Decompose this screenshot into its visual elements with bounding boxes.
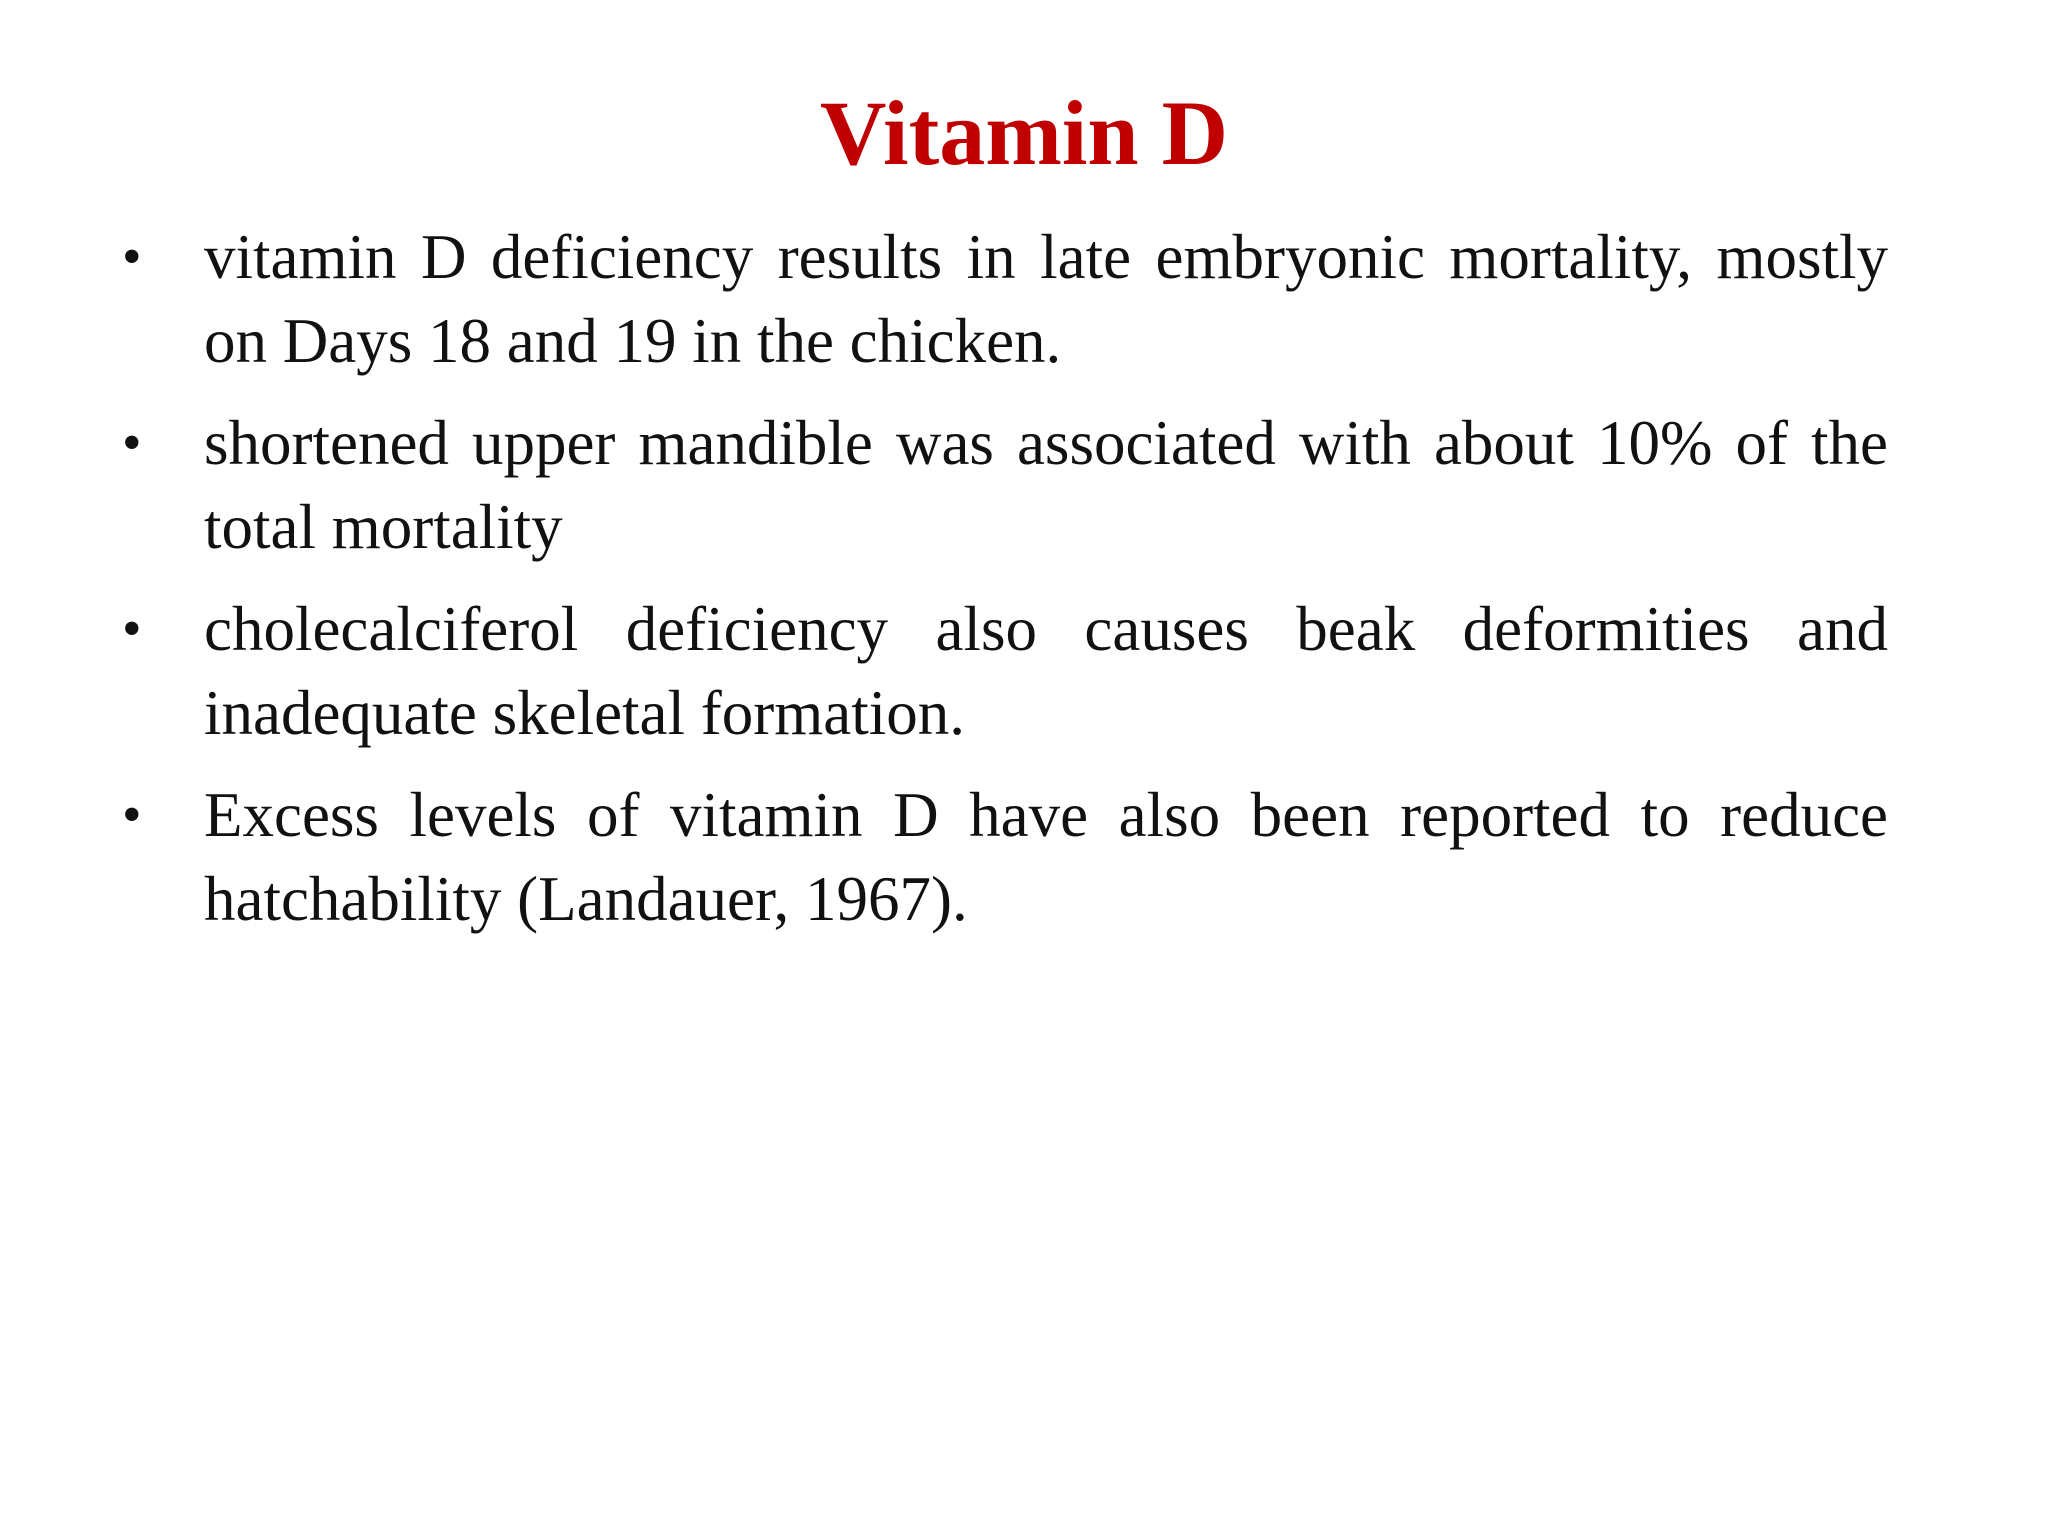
bullet-text: Excess levels of vitamin D have also been reported to reduce hatchability (Landauer, 1967). bbox=[204, 780, 1888, 934]
bullet-icon: • bbox=[122, 226, 142, 288]
bullet-icon: • bbox=[122, 784, 142, 846]
bullet-list bbox=[120, 215, 1888, 959]
list-item bbox=[120, 215, 1888, 383]
bullet-text: shortened upper mandible was associated with about 10% of the total mortality bbox=[204, 408, 1888, 562]
bullet-icon: • bbox=[122, 412, 142, 474]
slide-title: Vitamin D bbox=[819, 82, 1229, 184]
list-item bbox=[120, 773, 1888, 941]
bullet-text: cholecalciferol deficiency also causes beak deformities and inadequate skeletal formation. bbox=[204, 594, 1888, 748]
bullet-text: vitamin D deficiency results in late embryonic mortality, mostly on Days 18 and 19 in the chicken. bbox=[204, 222, 1888, 376]
bullet-icon: • bbox=[122, 598, 142, 660]
list-item bbox=[120, 587, 1888, 755]
list-item bbox=[120, 401, 1888, 569]
